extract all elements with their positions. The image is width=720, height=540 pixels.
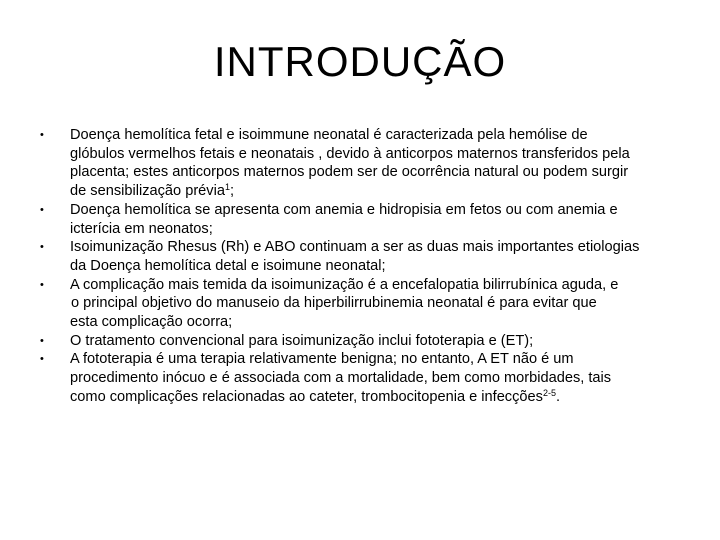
bullet-text-line: o principal objetivo do manuseio da hiperbilirrubinemia neonatal é para evitar que <box>71 295 597 312</box>
bullet-text-line: Doença hemolítica se apresenta com anemia e hidropisia em fetos ou com anemia e <box>70 201 618 218</box>
bullet-item <box>40 332 708 351</box>
bullet-item <box>40 126 708 201</box>
citation-superscript: 2-5 <box>542 387 556 398</box>
bullet-text-line: Isoimunização Rhesus (Rh) e ABO continuam a ser as duas mais importantes etiologias <box>70 239 640 256</box>
bullet-text-line: da Doença hemolítica detal e isoimune neonatal; <box>70 257 386 274</box>
bullet-text-line: procedimento inócuo e é associada com a mortalidade, bem como morbidades, tais <box>70 370 612 387</box>
bullet-text-line: Doença hemolítica fetal e isoimmune neonatal é caracterizada pela hemólise de <box>70 127 588 143</box>
bullet-item <box>40 350 708 406</box>
bullet-dot-icon: • <box>40 241 44 254</box>
bullet-list <box>40 126 708 407</box>
bullet-dot-icon: • <box>40 203 44 216</box>
bullet-dot-icon: • <box>40 334 44 347</box>
bullet-text-line: A fototerapia é uma terapia relativamente benigna; no entanto, A ET não é um <box>70 351 574 368</box>
bullet-item <box>40 276 708 332</box>
bullet-dot-icon: • <box>40 353 44 366</box>
bullet-text-tail: . <box>555 388 561 405</box>
bullet-text-line: glóbulos vermelhos fetais e neonatais , devido à anticorpos maternos transferidos pela <box>70 145 630 162</box>
citation-superscript: 1 <box>224 182 230 193</box>
bullet-text: como complicações relacionadas ao cateter, trombocitopenia e infecções <box>70 388 543 405</box>
bullet-item <box>40 201 708 238</box>
bullet-text: de sensibilização prévia <box>70 183 225 200</box>
bullet-text-line: icterícia em neonatos; <box>70 220 213 237</box>
bullet-text-line: placenta; estes anticorpos maternos podem ser de ocorrência natural ou podem surgir <box>70 164 629 181</box>
bullet-text-line: O tratamento convencional para isoimunização inclui fototerapia e (ET); <box>70 332 534 349</box>
bullet-text-line: A complicação mais temida da isoimunização é a encefalopatia bilirrubínica aguda, e <box>70 276 619 293</box>
bullet-dot-icon: • <box>40 278 44 291</box>
bullet-text-line <box>70 388 708 407</box>
bullet-text-tail: ; <box>229 183 235 200</box>
bullet-item <box>40 238 708 275</box>
bullet-dot-icon: • <box>40 129 44 141</box>
slide-title: INTRODUÇÃO <box>213 38 507 85</box>
bullet-text-line <box>70 182 708 201</box>
bullet-text-line: esta complicação ocorra; <box>70 314 233 331</box>
